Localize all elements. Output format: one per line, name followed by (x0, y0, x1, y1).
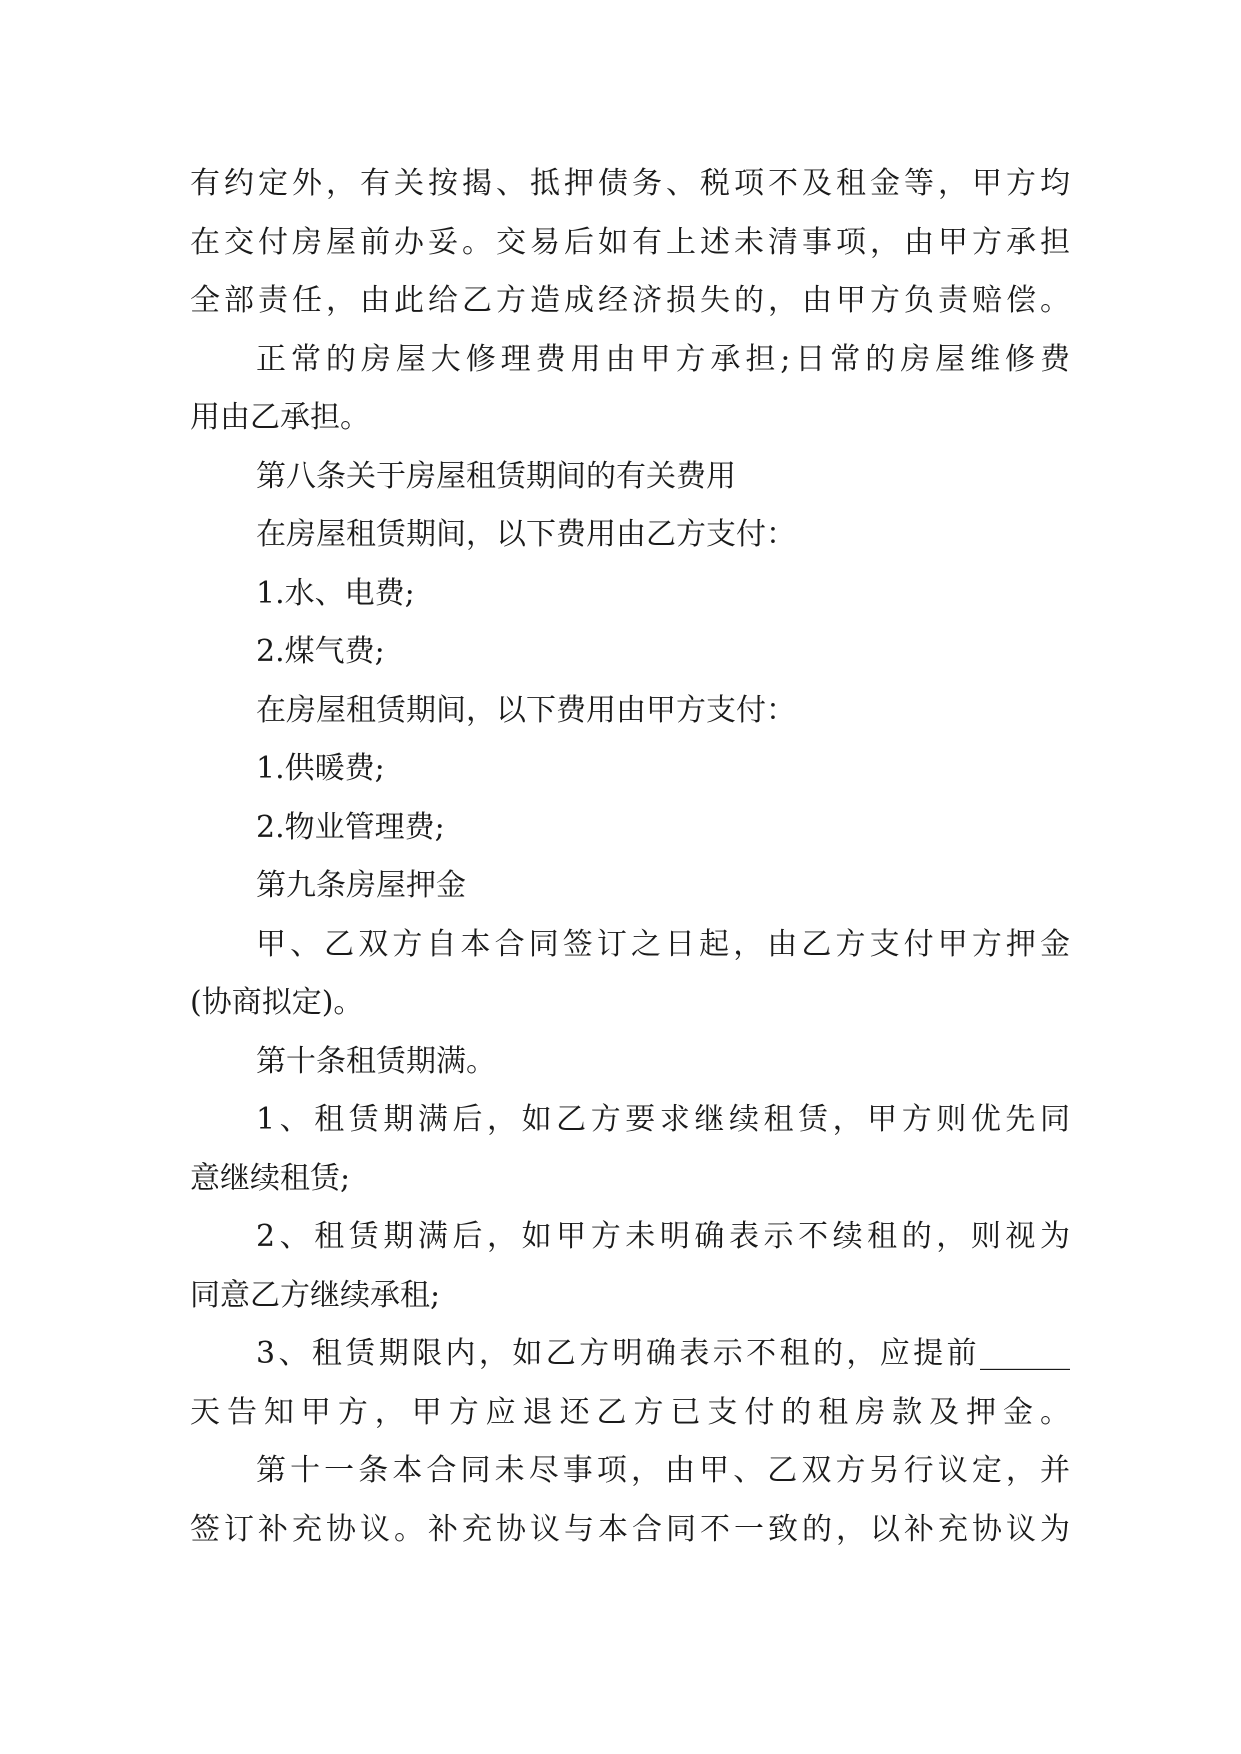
section-heading: 第九条房屋押金 (256, 868, 466, 903)
list-item: 1.供暖费; (256, 751, 385, 786)
text-line: 全部责任，由此给乙方造成经济损失的，由甲方负责赔偿。 (190, 283, 1070, 318)
text-line: (协商拟定)。 (190, 985, 364, 1020)
text-line: 意继续租赁; (190, 1161, 351, 1196)
text-line: 1、租赁期满后，如乙方要求继续租赁，甲方则优先同 (256, 1102, 1070, 1137)
text-line: 有约定外，有关按揭、抵押债务、税项不及租金等，甲方均 (190, 166, 1070, 201)
text-line: 同意乙方继续承租; (190, 1278, 441, 1313)
list-item: 2.煤气费; (256, 634, 385, 669)
text-line: 正常的房屋大修理费用由甲方承担;日常的房屋维修费 (256, 342, 1070, 377)
text-line: 在房屋租赁期间，以下费用由甲方支付： (256, 693, 796, 728)
text-line: 3、租赁期限内，如乙方明确表示不租的，应提前______ (256, 1336, 1070, 1371)
text-line: 用由乙承担。 (190, 400, 370, 435)
section-heading: 第八条关于房屋租赁期间的有关费用 (256, 459, 736, 494)
text-line: 甲、乙双方自本合同签订之日起，由乙方支付甲方押金 (256, 927, 1070, 962)
text-line: 在房屋租赁期间，以下费用由乙方支付： (256, 517, 796, 552)
text-line: 2、租赁期满后，如甲方未明确表示不续租的，则视为 (256, 1219, 1070, 1254)
list-item: 1.水、电费; (256, 576, 415, 611)
section-heading: 第十条租赁期满。 (256, 1044, 496, 1079)
text-line: 天告知甲方，甲方应退还乙方已支付的租房款及押金。 (190, 1395, 1070, 1430)
list-item: 2.物业管理费; (256, 810, 445, 845)
text-line: 在交付房屋前办妥。交易后如有上述未清事项，由甲方承担 (190, 225, 1070, 260)
text-line: 签订补充协议。补充协议与本合同不一致的，以补充协议为 (190, 1512, 1070, 1547)
section-heading: 第十一条本合同未尽事项，由甲、乙双方另行议定，并 (256, 1453, 1070, 1488)
